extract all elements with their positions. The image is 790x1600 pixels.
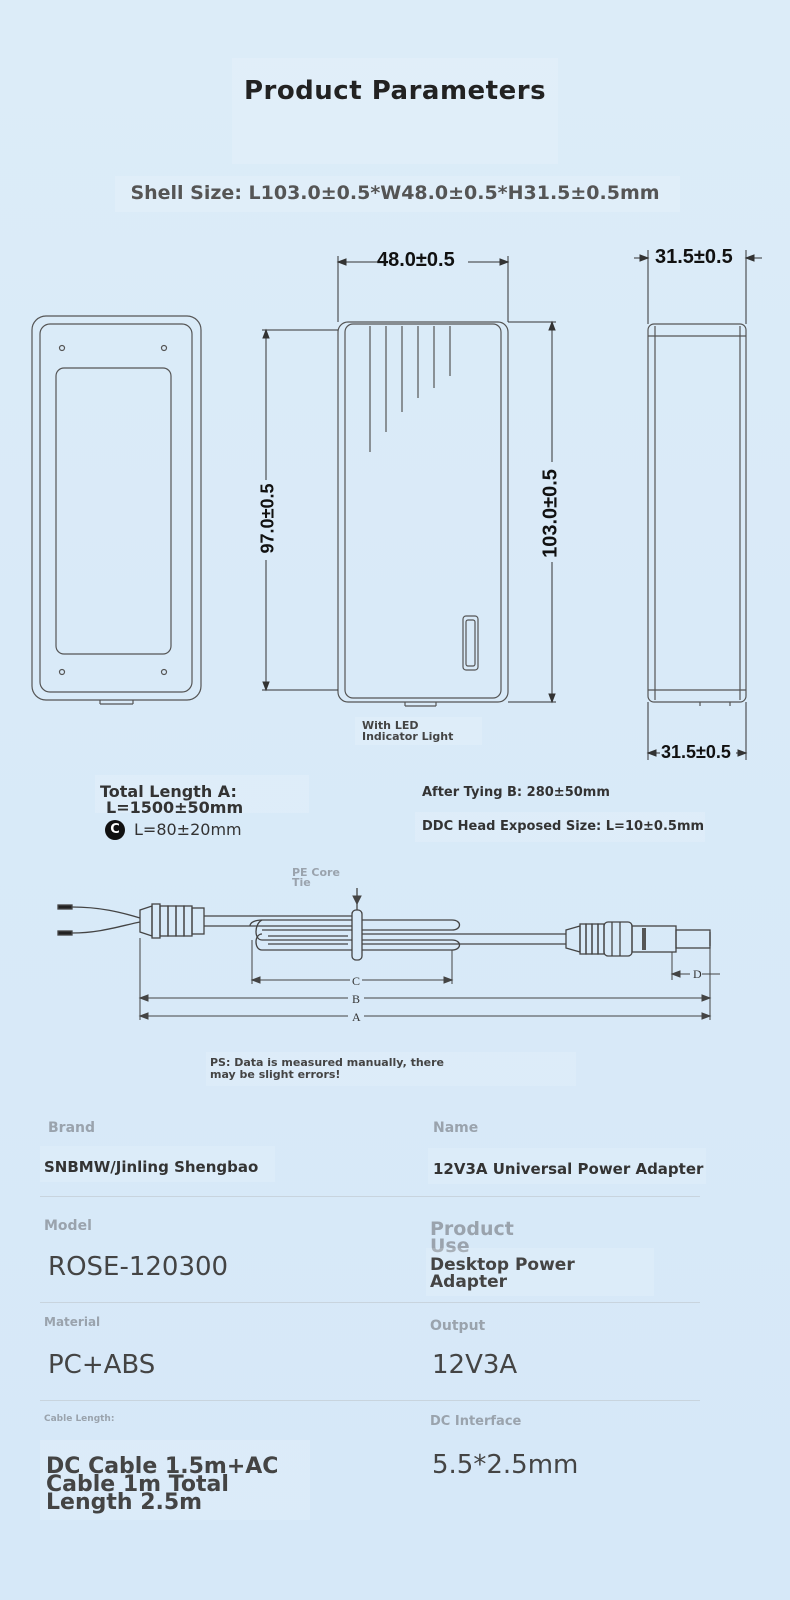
name-value: 12V3A Universal Power Adapter bbox=[433, 1160, 704, 1178]
c-symbol-badge: C bbox=[105, 820, 125, 840]
height-dimension-top: 31.5±0.5 bbox=[655, 246, 733, 268]
use-label: Product Use bbox=[430, 1218, 514, 1257]
use-value: Desktop Power Adapter bbox=[430, 1255, 575, 1292]
output-value: 12V3A bbox=[432, 1350, 518, 1380]
brand-value: SNBMW/Jinling Shengbao bbox=[44, 1158, 259, 1176]
output-label: Output bbox=[430, 1318, 486, 1334]
after-tying-note: After Tying B: 280±50mm bbox=[422, 785, 610, 800]
total-length-label: Total Length A: bbox=[100, 782, 237, 801]
model-label: Model bbox=[44, 1218, 92, 1234]
cable-length-value: DC Cable 1.5m+AC Cable 1m Total Length 2.5m bbox=[46, 1454, 279, 1515]
back-view-outline bbox=[32, 316, 201, 704]
height-dimension-bottom: 31.5±0.5 bbox=[661, 742, 731, 762]
dimension-letter-c: C bbox=[352, 974, 361, 988]
cable-drawing bbox=[58, 888, 710, 960]
material-label: Material bbox=[44, 1315, 101, 1329]
divider-3 bbox=[40, 1400, 700, 1401]
dc-interface-value: 5.5*2.5mm bbox=[432, 1450, 579, 1480]
ps-note: PS: Data is measured manually, there may be slight errors! bbox=[210, 1056, 445, 1081]
dimension-letter-b: B bbox=[352, 992, 361, 1006]
page-title: Product Parameters bbox=[243, 76, 547, 106]
c-length-value: L=80±20mm bbox=[134, 820, 242, 839]
width-dimension: 48.0±0.5 bbox=[377, 249, 455, 271]
material-value: PC+ABS bbox=[48, 1350, 156, 1380]
divider-2 bbox=[40, 1302, 700, 1303]
dimension-letter-a: A bbox=[352, 1010, 361, 1024]
divider-1 bbox=[40, 1196, 700, 1197]
ddc-head-note: DDC Head Exposed Size: L=10±0.5mm bbox=[422, 819, 705, 834]
dc-interface-label: DC Interface bbox=[430, 1414, 522, 1429]
front-view-outline bbox=[338, 322, 508, 706]
total-length-value: L=1500±50mm bbox=[106, 798, 244, 817]
cable-length-label: Cable Length: bbox=[44, 1414, 115, 1424]
shell-size-text: Shell Size: L103.0±0.5*W48.0±0.5*H31.5±0.5mm bbox=[130, 182, 660, 204]
model-value: ROSE-120300 bbox=[48, 1252, 229, 1282]
name-label: Name bbox=[433, 1120, 479, 1136]
pe-core-tie-label: PE Core Tie bbox=[292, 866, 340, 889]
dimension-letter-d: D bbox=[693, 967, 702, 981]
led-indicator-note: With LED Indicator Light bbox=[362, 719, 454, 743]
inner-length-dimension: 97.0±0.5 bbox=[257, 483, 278, 554]
side-view-outline bbox=[648, 324, 746, 706]
brand-label: Brand bbox=[48, 1120, 96, 1136]
outer-length-dimension: 103.0±0.5 bbox=[539, 469, 562, 558]
